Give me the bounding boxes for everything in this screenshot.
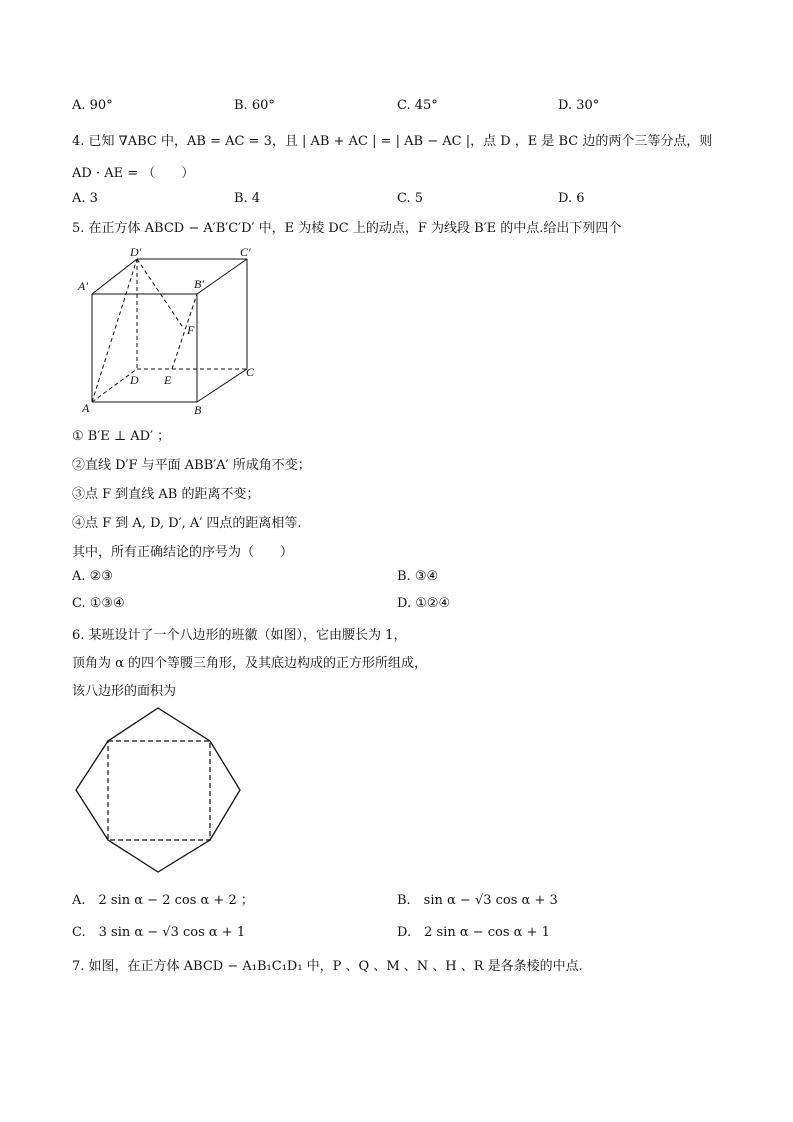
q7-stem: 7. 如图，在正方体 ABCD − A₁B₁C₁D₁ 中，P 、Q 、M 、N 、H 、R 是各条棱的中点. <box>72 959 583 974</box>
label-b-prime: B′ <box>194 277 204 291</box>
q6-option-d: D. 2 sin α − cos α + 1 <box>397 925 550 940</box>
q5-option-c: C. ①③④ <box>72 596 125 611</box>
cube-figure <box>72 244 272 419</box>
q4-option-a: A. 3 <box>72 191 98 206</box>
q5-option-b: B. ③④ <box>397 569 439 584</box>
q3-option-d: D. 30° <box>558 98 600 113</box>
q6-stem-line2: 顶角为 α 的四个等腰三角形，及其底边构成的正方形所组成， <box>72 656 428 671</box>
q3-option-b: B. 60° <box>234 98 275 113</box>
q4-stem-line2: AD · AE = （ ） <box>72 166 195 181</box>
q5-statement-2: ②直线 D′F 与平面 ABB′A′ 所成角不变； <box>72 458 311 473</box>
q4-option-c: C. 5 <box>397 191 424 206</box>
q6-option-b: B. sin α − √3 cos α + 3 <box>397 893 558 908</box>
octagon-figure <box>72 704 247 879</box>
q5-stem: 5. 在正方体 ABCD − A′B′C′D′ 中，E 为棱 DC 上的动点，F 为线段 B′E 的中点.给出下列四个 <box>72 221 622 236</box>
label-c: C <box>246 365 255 379</box>
q6-stem-line3: 该八边形的面积为 <box>72 684 177 699</box>
q6-stem-line1: 6. 某班设计了一个八边形的班徽（如图），它由腰长为 1， <box>72 628 407 643</box>
q6-option-c: C. 3 sin α − √3 cos α + 1 <box>72 925 246 940</box>
q5-option-d: D. ①②④ <box>397 596 451 611</box>
q4-stem-line1: 4. 已知 ∇ABC 中，AB = AC = 3，且 | AB + AC | = | AB − AC |，点 D ，E 是 BC 边的两个三等分点，则 <box>72 134 713 149</box>
label-e: E <box>164 373 172 387</box>
q3-option-c: C. 45° <box>397 98 438 113</box>
label-d: D <box>130 373 139 387</box>
label-b: B <box>194 403 202 417</box>
label-d-prime: D′ <box>130 245 142 259</box>
q5-option-a: A. ②③ <box>72 569 113 584</box>
q5-statement-4: ④点 F 到 A, D, D′, A′ 四点的距离相等. <box>72 516 302 531</box>
label-f: F <box>187 323 195 337</box>
q3-option-a: A. 90° <box>72 98 113 113</box>
q6-option-a: A. 2 sin α − 2 cos α + 2 ； <box>72 893 254 908</box>
label-a-prime: A′ <box>78 279 88 293</box>
q4-option-d: D. 6 <box>558 191 585 206</box>
q4-option-b: B. 4 <box>234 191 261 206</box>
label-c-prime: C′ <box>240 245 251 259</box>
q5-question: 其中，所有正确结论的序号为（ ） <box>72 545 294 560</box>
label-a: A <box>82 401 90 415</box>
q5-statement-1: ① B′E ⊥ AD′ ； <box>72 429 171 444</box>
q5-statement-3: ③点 F 到直线 AB 的距离不变； <box>72 487 260 502</box>
